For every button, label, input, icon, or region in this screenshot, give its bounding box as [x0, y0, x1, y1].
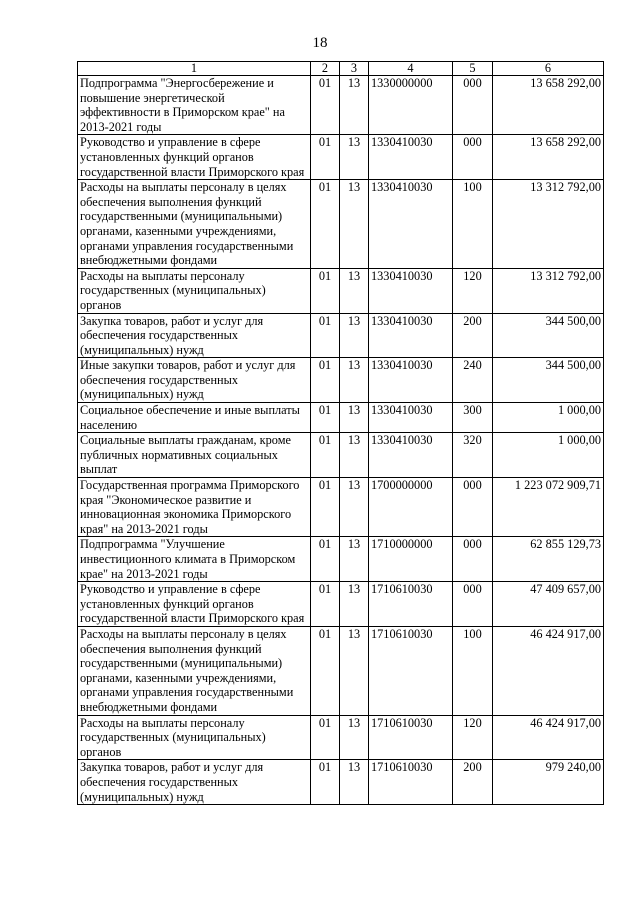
- row-rz-cell: 01: [311, 403, 340, 433]
- row-rz-cell: 01: [311, 433, 340, 478]
- row-pr-cell: 13: [340, 537, 369, 582]
- header-cell: 6: [493, 62, 604, 76]
- row-csr-cell: 1330410030: [369, 433, 453, 478]
- row-name-cell: Иные закупки товаров, работ и услуг для обеспечения государственных (муниципальных) нужд: [78, 358, 311, 403]
- row-csr-cell: 1710000000: [369, 537, 453, 582]
- row-name-cell: Закупка товаров, работ и услуг для обеспечения государственных (муниципальных) нужд: [78, 760, 311, 805]
- row-name-cell: Расходы на выплаты персоналу в целях обеспечения выполнения функций государственными (муниципальными) органами, казенными учреждениями, органами управления государственными внебюджетными фондами: [78, 626, 311, 715]
- table-row: [78, 582, 604, 627]
- row-csr-cell: 1710610030: [369, 626, 453, 715]
- row-amount-cell: 62 855 129,73: [493, 537, 604, 582]
- row-pr-cell: 13: [340, 358, 369, 403]
- row-vr-cell: 200: [453, 760, 493, 805]
- row-pr-cell: 13: [340, 760, 369, 805]
- row-rz-cell: 01: [311, 537, 340, 582]
- row-rz-cell: 01: [311, 135, 340, 180]
- row-csr-cell: 1330410030: [369, 403, 453, 433]
- row-name-cell: Подпрограмма "Энергосбережение и повышение энергетической эффективности в Приморском крае" на 2013-2021 годы: [78, 76, 311, 135]
- row-rz-cell: 01: [311, 313, 340, 358]
- table-row: [78, 180, 604, 269]
- row-name-cell: Руководство и управление в сфере установленных функций органов государственной власти Приморского края: [78, 135, 311, 180]
- row-vr-cell: 240: [453, 358, 493, 403]
- row-rz-cell: 01: [311, 626, 340, 715]
- row-vr-cell: 000: [453, 135, 493, 180]
- row-csr-cell: 1330410030: [369, 268, 453, 313]
- row-name-cell: Расходы на выплаты персоналу государственных (муниципальных) органов: [78, 715, 311, 760]
- row-vr-cell: 000: [453, 582, 493, 627]
- row-vr-cell: 100: [453, 626, 493, 715]
- row-pr-cell: 13: [340, 403, 369, 433]
- page-number: 18: [312, 35, 328, 51]
- row-rz-cell: 01: [311, 268, 340, 313]
- row-rz-cell: 01: [311, 76, 340, 135]
- row-amount-cell: 13 312 792,00: [493, 180, 604, 269]
- header-row: [78, 62, 604, 76]
- row-amount-cell: 979 240,00: [493, 760, 604, 805]
- header-cell: 1: [78, 62, 311, 76]
- row-amount-cell: 344 500,00: [493, 358, 604, 403]
- row-name-cell: Социальное обеспечение и иные выплаты населению: [78, 403, 311, 433]
- row-rz-cell: 01: [311, 760, 340, 805]
- row-pr-cell: 13: [340, 478, 369, 537]
- row-rz-cell: 01: [311, 715, 340, 760]
- row-vr-cell: 200: [453, 313, 493, 358]
- table-row: [78, 537, 604, 582]
- row-csr-cell: 1700000000: [369, 478, 453, 537]
- table-row: [78, 76, 604, 135]
- table-row: [78, 433, 604, 478]
- row-rz-cell: 01: [311, 582, 340, 627]
- table-row: [78, 268, 604, 313]
- row-csr-cell: 1330410030: [369, 313, 453, 358]
- row-name-cell: Расходы на выплаты персоналу государственных (муниципальных) органов: [78, 268, 311, 313]
- row-csr-cell: 1710610030: [369, 760, 453, 805]
- header-cell: 4: [369, 62, 453, 76]
- table-row: [78, 358, 604, 403]
- row-vr-cell: 000: [453, 537, 493, 582]
- header-cell: 3: [340, 62, 369, 76]
- table-row: [78, 760, 604, 805]
- row-amount-cell: 13 312 792,00: [493, 268, 604, 313]
- row-csr-cell: 1330410030: [369, 135, 453, 180]
- row-csr-cell: 1330410030: [369, 180, 453, 269]
- table-row: [78, 626, 604, 715]
- row-amount-cell: 344 500,00: [493, 313, 604, 358]
- row-amount-cell: 1 000,00: [493, 403, 604, 433]
- row-amount-cell: 46 424 917,00: [493, 715, 604, 760]
- row-vr-cell: 320: [453, 433, 493, 478]
- row-vr-cell: 120: [453, 715, 493, 760]
- table-row: [78, 135, 604, 180]
- row-name-cell: Подпрограмма "Улучшение инвестиционного климата в Приморском крае" на 2013-2021 годы: [78, 537, 311, 582]
- row-amount-cell: 13 658 292,00: [493, 76, 604, 135]
- row-name-cell: Закупка товаров, работ и услуг для обеспечения государственных (муниципальных) нужд: [78, 313, 311, 358]
- table-row: [78, 715, 604, 760]
- row-name-cell: Социальные выплаты гражданам, кроме публичных нормативных социальных выплат: [78, 433, 311, 478]
- row-csr-cell: 1330410030: [369, 358, 453, 403]
- row-rz-cell: 01: [311, 358, 340, 403]
- row-amount-cell: 1 223 072 909,71: [493, 478, 604, 537]
- row-vr-cell: 300: [453, 403, 493, 433]
- header-cell: 5: [453, 62, 493, 76]
- row-vr-cell: 120: [453, 268, 493, 313]
- table-row: [78, 313, 604, 358]
- row-pr-cell: 13: [340, 715, 369, 760]
- row-pr-cell: 13: [340, 313, 369, 358]
- row-rz-cell: 01: [311, 180, 340, 269]
- row-pr-cell: 13: [340, 433, 369, 478]
- table-row: [78, 478, 604, 537]
- row-amount-cell: 46 424 917,00: [493, 626, 604, 715]
- row-vr-cell: 000: [453, 76, 493, 135]
- row-pr-cell: 13: [340, 268, 369, 313]
- row-vr-cell: 000: [453, 478, 493, 537]
- header-cell: 2: [311, 62, 340, 76]
- row-name-cell: Государственная программа Приморского края "Экономическое развитие и инновационная экономика Приморского края" на 2013-2021 годы: [78, 478, 311, 537]
- budget-table: [77, 61, 604, 805]
- row-pr-cell: 13: [340, 180, 369, 269]
- row-name-cell: Руководство и управление в сфере установленных функций органов государственной власти Приморского края: [78, 582, 311, 627]
- row-amount-cell: 1 000,00: [493, 433, 604, 478]
- row-vr-cell: 100: [453, 180, 493, 269]
- table-row: [78, 403, 604, 433]
- row-pr-cell: 13: [340, 626, 369, 715]
- row-amount-cell: 47 409 657,00: [493, 582, 604, 627]
- row-pr-cell: 13: [340, 582, 369, 627]
- row-rz-cell: 01: [311, 478, 340, 537]
- row-pr-cell: 13: [340, 135, 369, 180]
- row-amount-cell: 13 658 292,00: [493, 135, 604, 180]
- row-csr-cell: 1330000000: [369, 76, 453, 135]
- row-pr-cell: 13: [340, 76, 369, 135]
- row-csr-cell: 1710610030: [369, 715, 453, 760]
- row-csr-cell: 1710610030: [369, 582, 453, 627]
- row-name-cell: Расходы на выплаты персоналу в целях обеспечения выполнения функций государственными (муниципальными) органами, казенными учреждениями, органами управления государственными внебюджетными фондами: [78, 180, 311, 269]
